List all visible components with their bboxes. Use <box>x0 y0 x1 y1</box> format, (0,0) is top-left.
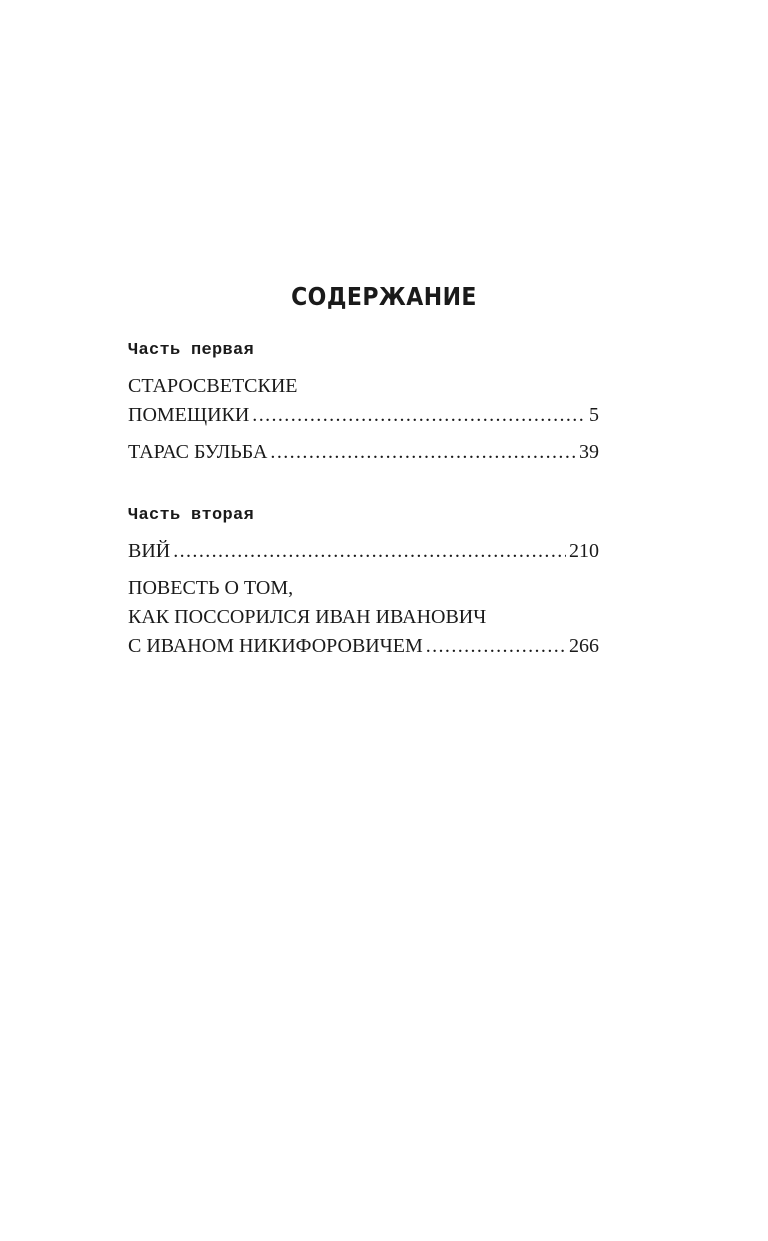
page-title: СОДЕРЖАНИЕ <box>291 282 477 311</box>
toc-entry <box>128 574 599 661</box>
page-number: 210 <box>569 540 599 562</box>
entry-title: ПОМЕЩИКИ <box>128 404 250 426</box>
page-number: 39 <box>579 441 599 463</box>
toc-entry <box>128 372 599 430</box>
dot-leader <box>173 537 566 566</box>
page-number: 266 <box>569 635 599 657</box>
entry-title-line: КАК ПОССОРИЛСЯ ИВАН ИВАНОВИЧ <box>128 606 487 628</box>
entry-title: ВИЙ <box>128 540 171 562</box>
dot-leader <box>426 632 566 661</box>
dot-leader <box>252 401 586 430</box>
dot-leader <box>270 438 576 467</box>
toc-part-2 <box>128 503 599 661</box>
toc-entry <box>128 438 599 467</box>
entry-title-line: ПОВЕСТЬ О ТОМ, <box>128 577 294 599</box>
entry-last-line <box>128 632 599 661</box>
entry-last-line <box>128 438 599 467</box>
entry-last-line <box>128 537 599 566</box>
part-heading: Часть первая <box>128 341 255 360</box>
table-of-contents <box>128 338 599 661</box>
part-separator <box>128 467 599 503</box>
entry-last-line <box>128 401 599 430</box>
toc-part-1 <box>128 338 599 467</box>
toc-entry <box>128 537 599 566</box>
entry-title-line: СТАРОСВЕТСКИЕ <box>128 375 298 397</box>
entry-title: ТАРАС БУЛЬБА <box>128 441 268 463</box>
entry-title: С ИВАНОМ НИКИФОРОВИЧЕМ <box>128 635 423 657</box>
part-heading: Часть вторая <box>128 506 255 525</box>
page-number: 5 <box>589 404 599 426</box>
